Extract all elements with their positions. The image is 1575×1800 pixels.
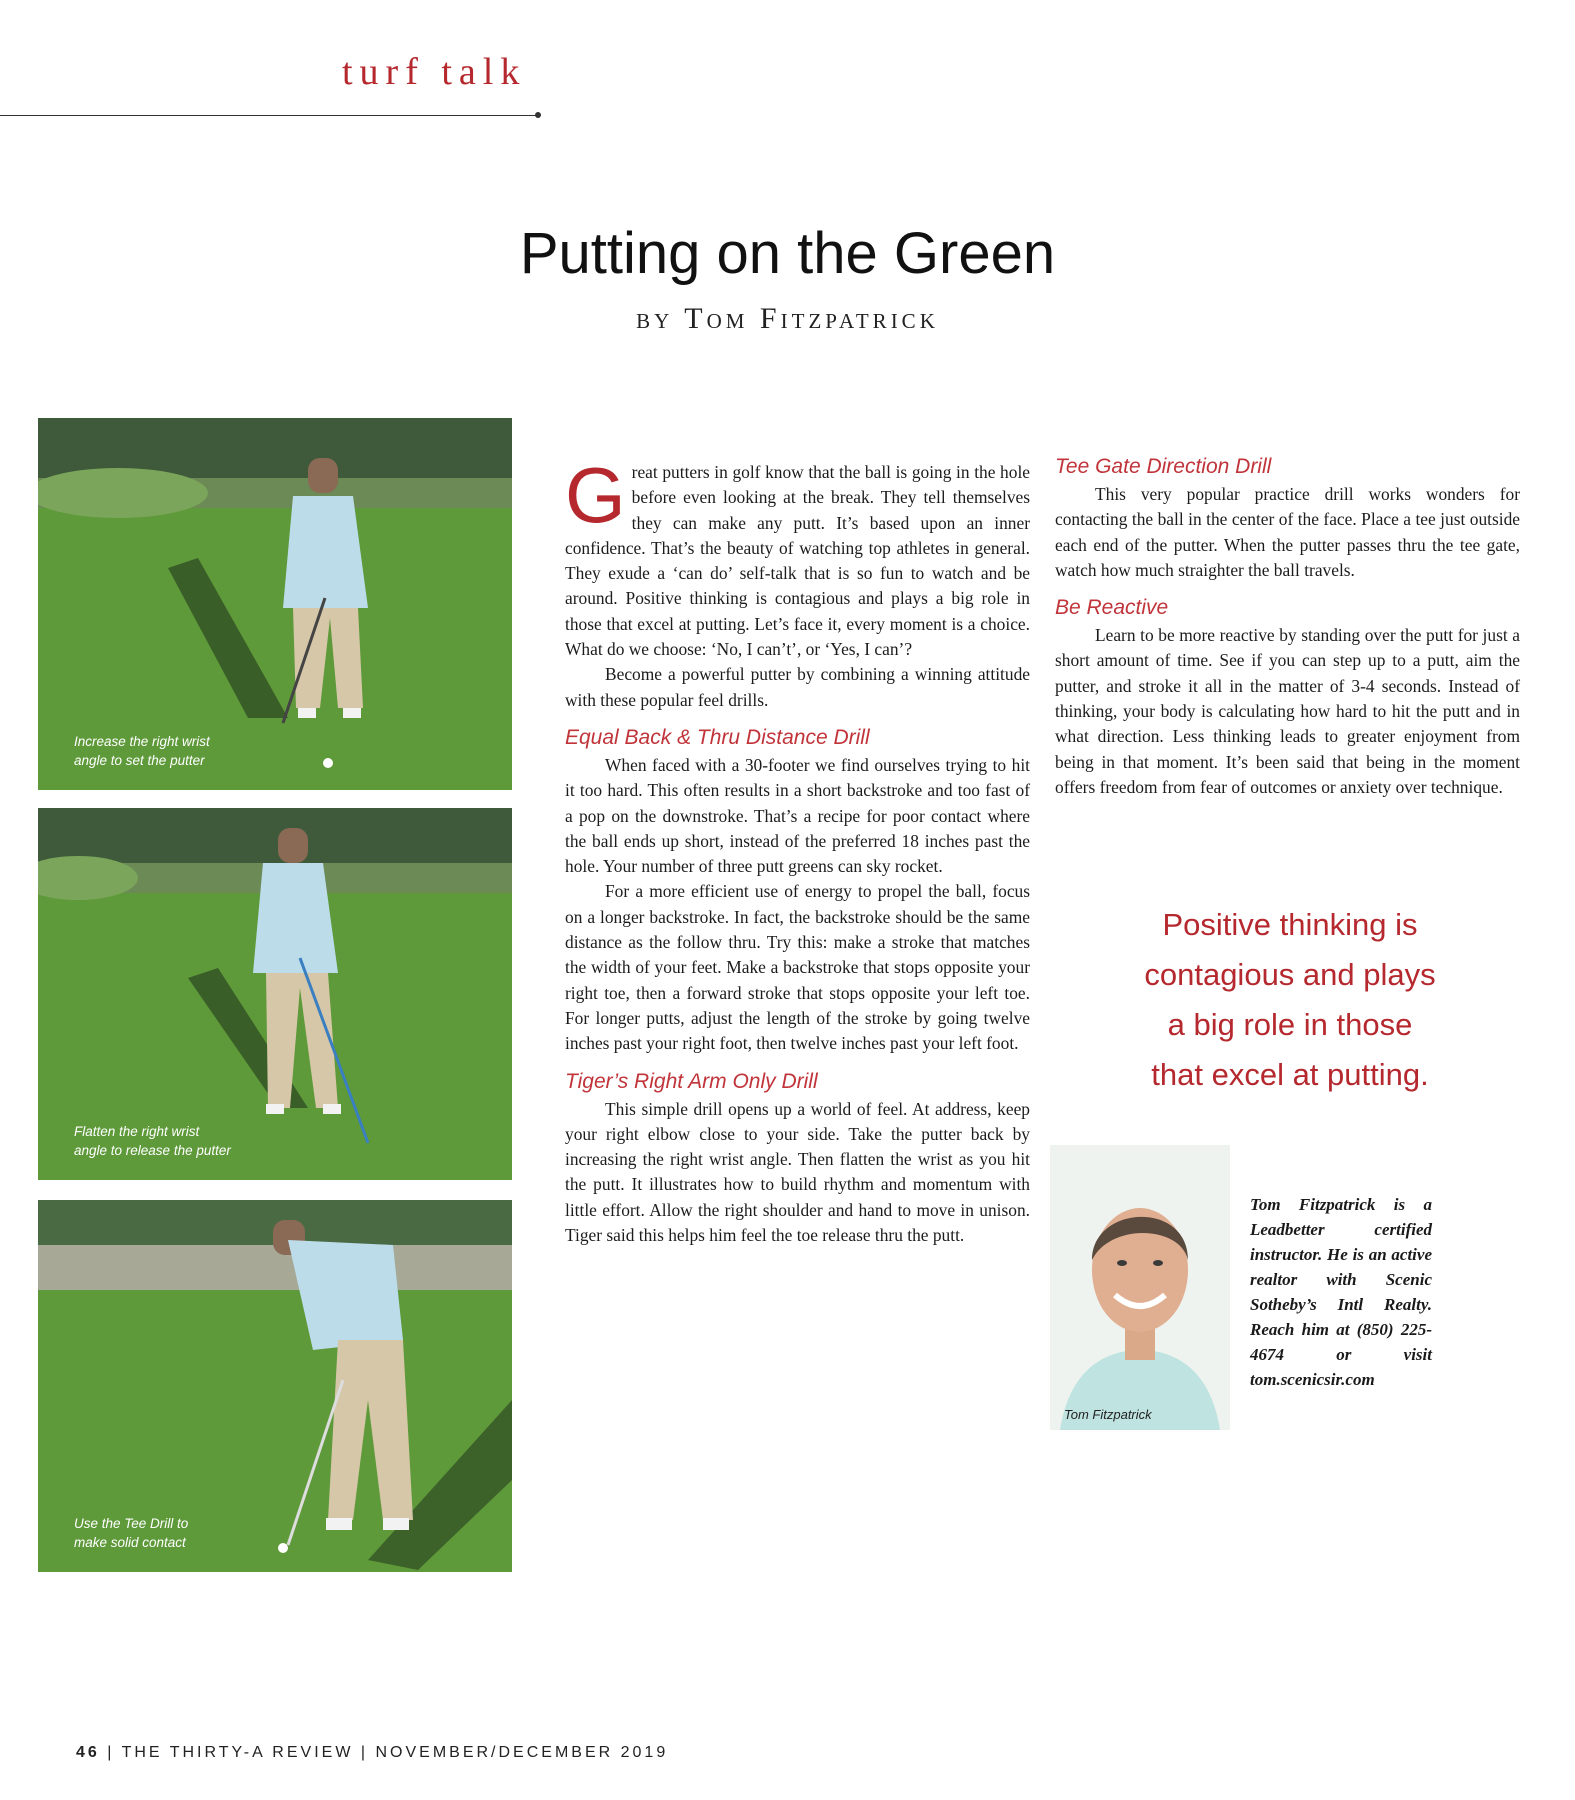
body-paragraph: Learn to be more reactive by standing over the putt for just a short amount of time. See if you can step up to a putt, aim the putter, and stroke it all in the matter of 3-4 seconds. Instead of thinking, your body is calculating how hard to hit the putt and in what direction. Less thinking leads to greater enjoyment from being in that moment. It’s been said that being in the moment offers freedom from fear of outcomes or anxiety over technique. <box>1055 625 1520 797</box>
article-byline: by Tom Fitzpatrick <box>636 302 939 335</box>
section-heading: Equal Back & Thru Distance Drill <box>565 725 870 749</box>
article-title: Putting on the Green <box>519 221 1056 286</box>
divider-dot <box>535 112 541 118</box>
section-heading: Tee Gate Direction Drill <box>1055 455 1272 478</box>
section-heading: Be Reactive <box>1055 596 1169 620</box>
body-paragraph: When faced with a 30-footer we find ourselves trying to hit it too hard. This often results in a short backstroke and too fast of a pop on the downstroke. That’s a recipe for poor contact where the ball ends up short, instead of the preferred 18 inches past the hole. Your number of three putt greens can sky rocket. <box>565 754 1030 877</box>
section-label: turf talk <box>342 51 527 93</box>
footer-separator: | <box>360 1744 376 1761</box>
body-paragraph: For a more efficient use of energy to propel the ball, focus on a longer backstroke. In fact, the backstroke should be the same distance as the follow thru. Try this: make a stroke that matches the width of your feet. Make a backstroke that stops opposite your right toe, then a forward stroke that stops opposite your left toe. For longer putts, adjust the length of the stroke by going twelve inches past your right foot, then twelve inches past your left foot. <box>565 881 1030 1054</box>
golf-photo-3 <box>38 1200 512 1572</box>
issue-date: NOVEMBER/DECEMBER 2019 <box>375 1744 669 1761</box>
body-paragraph: This simple drill opens up a world of feel. At address, keep your right elbow close to your side. Take the putter back by increasing the right wrist angle. Then flatten the wrist as you hit the putt. It illustrates how to build rhythm and momentum with little effort. Allow the right shoulder and hand to move in unison. Tiger said this helps him feel the toe release thru the putt. <box>565 1098 1030 1246</box>
publication-name: THE THIRTY-A REVIEW <box>121 1744 354 1761</box>
golf-photo-1 <box>38 418 512 790</box>
footer-separator: | <box>107 1744 122 1761</box>
drop-cap: G <box>565 451 626 539</box>
section-divider <box>0 115 538 116</box>
page-number: 46 <box>76 1744 100 1761</box>
body-paragraph: This very popular practice drill works wonders for contacting the ball in the center of the face. Place a tee just outside each end of the putter. When the putter passes thru the tee gate, watch how much straighter the ball travels. <box>1055 484 1520 580</box>
author-photo <box>1050 1145 1230 1430</box>
golf-photo-2 <box>38 808 512 1180</box>
section-heading: Tiger’s Right Arm Only Drill <box>565 1069 818 1093</box>
pull-quote: Positive thinking is contagious and plays a big role in those that excel at putting. <box>1144 907 1436 1092</box>
photo-caption: Increase the right wrist angle to set the putter <box>74 734 210 768</box>
photo-caption: Use the Tee Drill to make solid contact <box>74 1516 189 1550</box>
author-photo-caption: Tom Fitzpatrick <box>1064 1407 1152 1422</box>
author-bio: Tom Fitzpatrick is a Leadbetter certified instructor. He is an active realtor with Scenic Sotheby’s Intl Realty. Reach him at (850) 225-4674 or visit tom.scenicsir.com <box>1250 1195 1432 1389</box>
photo-caption: Flatten the right wrist angle to release the putter <box>74 1124 231 1158</box>
intro-paragraph: Great putters in golf know that the ball is going in the hole before even looking at the break. They tell themselves they can make any putt. It’s based upon an inner confidence. That’s the beauty of watching top athletes in general. They exude a ‘can do’ self-talk that is so fun to watch and be around. Positive thinking is contagious and plays a big role in those that excel at putting. Let’s face it, every moment is a choice. What do we choose: ‘No, I can’t’, or ‘Yes, I can’? <box>565 451 1030 660</box>
page-footer <box>76 1744 668 1762</box>
article-column-1 <box>565 451 1030 1248</box>
intro-paragraph-2: Become a powerful putter by combining a winning attitude with these popular feel drills. <box>565 664 1030 710</box>
article-column-2 <box>1055 452 1520 800</box>
